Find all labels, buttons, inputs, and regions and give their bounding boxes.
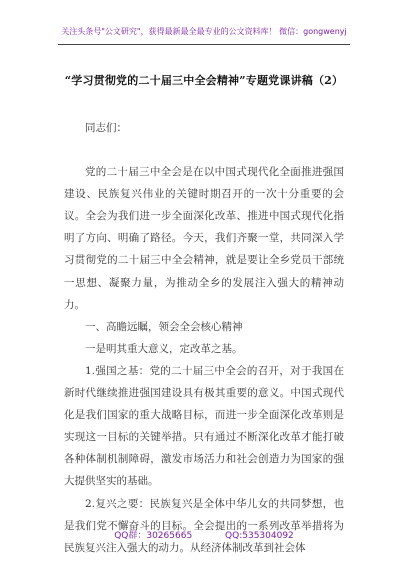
paragraph-point-1: 1.强国之基：党的二十届三中全会的召开，对于我国在新时代继续推进强国建设具有极其重要的意义。中国式现代化是我们国家的重大战略目标，而进一步全面深化改革则是实现这一目标的关键举措。只有通过不断深化改革才能打破各种体制机制障碍，激发市场活力和社会创造力为国家的强大提供坚实的基础。 — [64, 364, 344, 488]
paragraph-point-2: 2.复兴之要：民族复兴是全体中华儿女的共同梦想，也是我们党不懈奋斗的目标。全会提出的一系列改革举措将为民族复兴注入强大的动力。从经济体制改革到社会体 — [64, 497, 344, 554]
header-note: 关注头条号"公文研究"，获得最新最全最专业的公文资料库！ 微信：gongwenyj — [61, 27, 347, 36]
document-title: “学习贯彻党的二十届三中全会精神”专题党课讲稿（2） — [64, 74, 344, 87]
section-heading: 一、高瞻远瞩，领会全会核心精神 — [85, 320, 243, 333]
footer-contacts — [0, 528, 408, 541]
footer-qq-group: QQ群：30265665 — [114, 531, 193, 541]
document-body — [64, 117, 344, 559]
paragraph-intro: 党的二十届三中全会是在以中国式现代化全面推进强国建设、民族复兴伟业的关键时期召开的一次十分重要的会议。全会为我们进一步全面深化改革、推进中国式现代化指明了方向、明确了路径。今天，我们齐聚一堂，共同深入学习贯彻党的二十届三中全会精神，就是要让全乡党员干部统一思想、凝聚力量，为推动全乡的发展注入强大的精神动力。 — [64, 166, 344, 311]
footer-qq-number: QQ:535304092 — [225, 531, 294, 541]
header-divider — [58, 44, 350, 45]
greeting: 同志们： — [85, 122, 127, 134]
subheading: 一是明其重大意义，定改革之基。 — [85, 342, 243, 355]
